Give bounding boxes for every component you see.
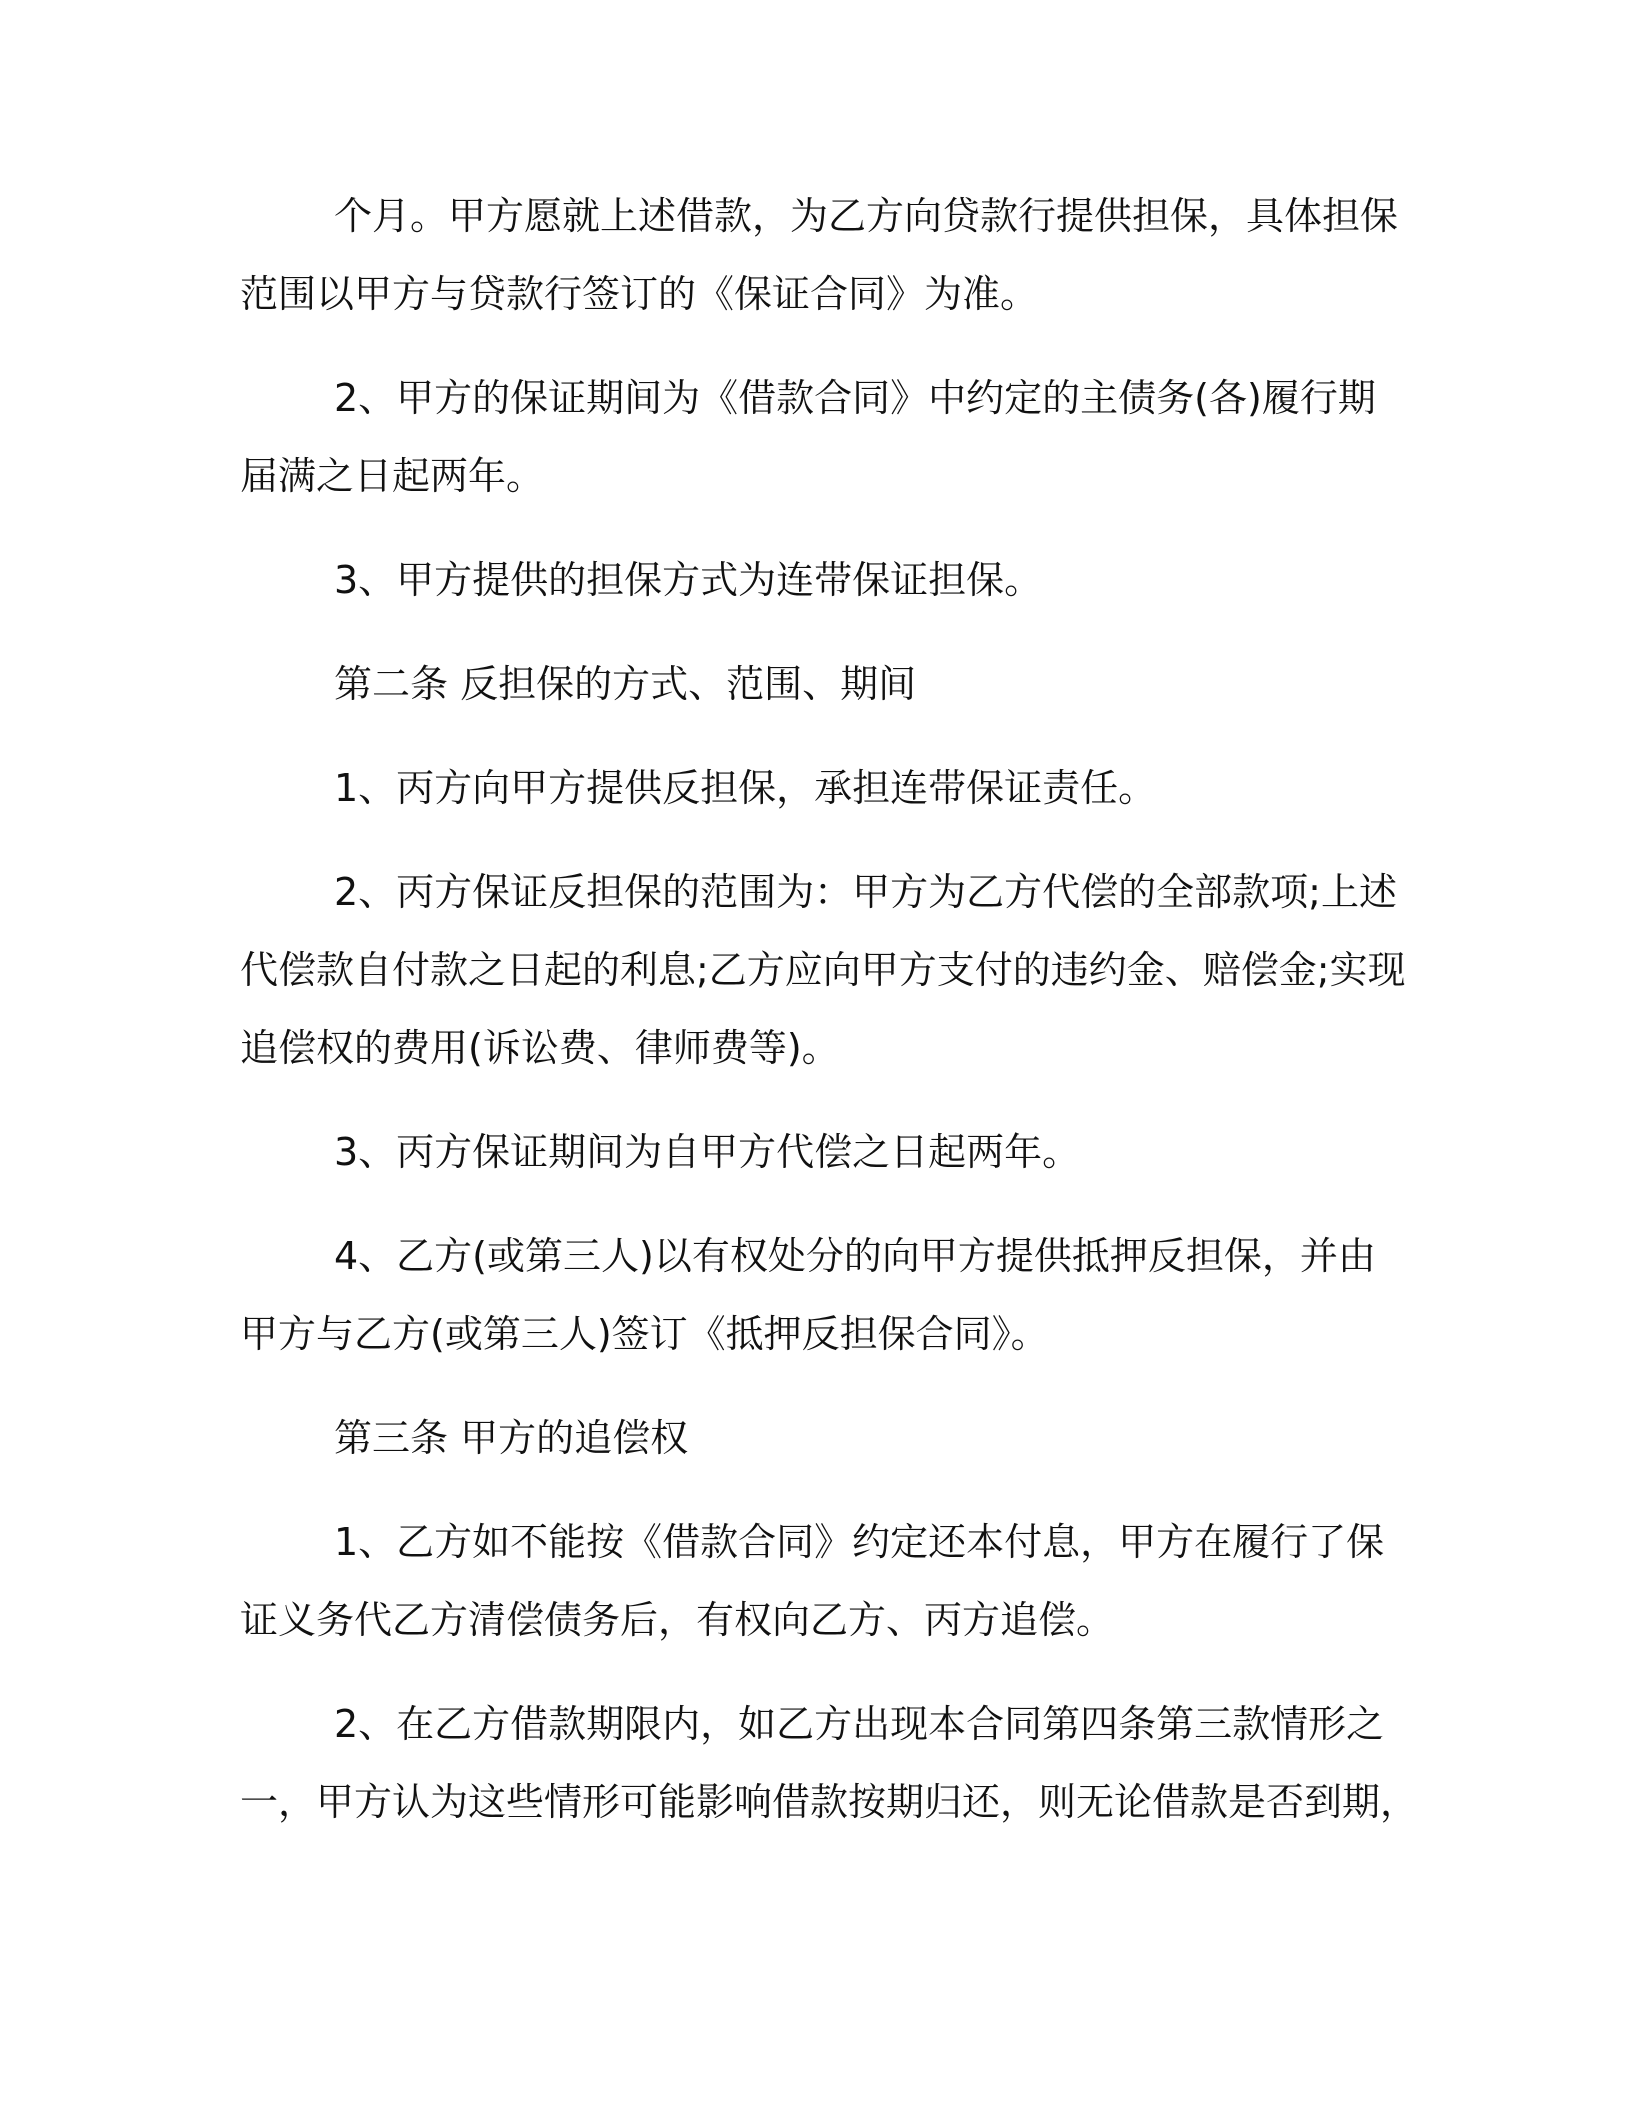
text-line: 届满之日起两年。 (240, 454, 545, 498)
text-line: 证义务代乙方清偿债务后，有权向乙方、丙方追偿。 (240, 1598, 1115, 1642)
text-line: 4、乙方(或第三人)以有权处分的向甲方提供抵押反担保，并由 (334, 1234, 1376, 1278)
text-line: 1、丙方向甲方提供反担保，承担连带保证责任。 (334, 766, 1157, 810)
text-line: 一，甲方认为这些情形可能影响借款按期归还，则无论借款是否到期， (240, 1780, 1419, 1824)
text-line: 2、丙方保证反担保的范围为：甲方为乙方代偿的全部款项;上述 (334, 870, 1397, 914)
section-heading: 第二条 反担保的方式、范围、期间 (334, 662, 917, 706)
text-line: 3、丙方保证期间为自甲方代偿之日起两年。 (334, 1130, 1081, 1174)
section-heading: 第三条 甲方的追偿权 (334, 1416, 689, 1460)
text-line: 3、甲方提供的担保方式为连带保证担保。 (334, 558, 1043, 602)
text-line: 2、在乙方借款期限内，如乙方出现本合同第四条第三款情形之 (334, 1702, 1385, 1746)
text-line: 范围以甲方与贷款行签订的《保证合同》为准。 (240, 272, 1039, 316)
text-line: 1、乙方如不能按《借款合同》约定还本付息，甲方在履行了保 (334, 1520, 1385, 1564)
text-line: 甲方与乙方(或第三人)签订《抵押反担保合同》。 (240, 1312, 1049, 1356)
text-line: 个月。甲方愿就上述借款，为乙方向贷款行提供担保，具体担保 (334, 194, 1399, 238)
text-line: 代偿款自付款之日起的利息;乙方应向甲方支付的违约金、赔偿金;实现 (240, 948, 1406, 992)
text-line: 2、甲方的保证期间为《借款合同》中约定的主债务(各)履行期 (334, 376, 1376, 420)
text-line: 追偿权的费用(诉讼费、律师费等)。 (240, 1026, 840, 1070)
